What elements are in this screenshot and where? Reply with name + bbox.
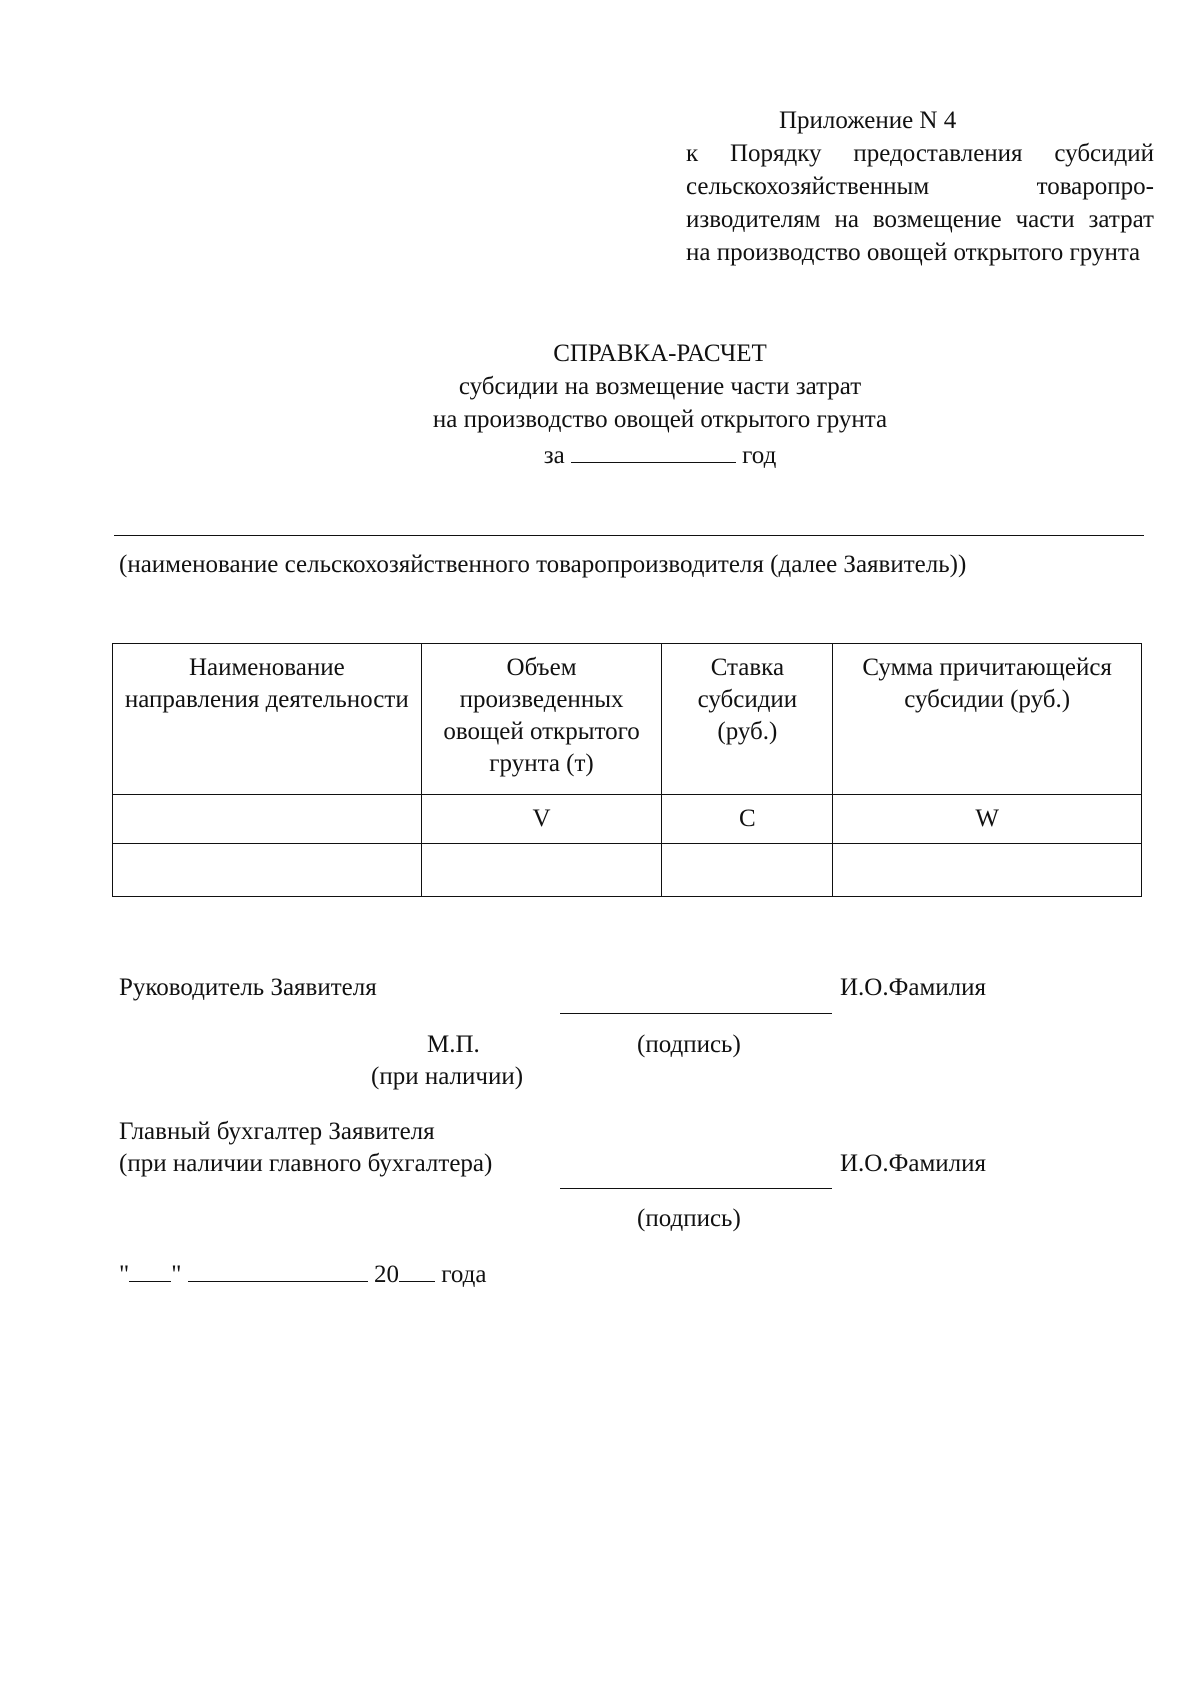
header-rate: Ставка субсидии (руб.) — [662, 644, 833, 795]
applicant-caption: (наименование сельскохозяйственного товаропроизводителя (далее Заявитель)) — [119, 551, 967, 578]
code-cell: W — [833, 795, 1142, 844]
date-month-blank[interactable] — [188, 1255, 368, 1282]
table-row — [113, 844, 1142, 897]
year-prefix: за — [543, 442, 565, 469]
document-subtitle-2: на производство овощей открытого грунта — [432, 406, 888, 433]
table-codes-row — [113, 795, 1142, 844]
header-volume: Объем произведенных овощей открытого грунта (т) — [421, 644, 662, 795]
accountant-note: (при наличии главного бухгалтера) — [119, 1150, 493, 1177]
document-subtitle-1: субсидии на возмещение части затрат — [458, 373, 862, 400]
date-day-blank[interactable] — [129, 1255, 171, 1282]
head-name: И.О.Фамилия — [840, 974, 987, 1001]
stamp-label: М.П. — [427, 1031, 480, 1058]
date-century: 20 — [373, 1261, 399, 1288]
appendix-block — [686, 104, 1154, 269]
table-header-row — [113, 644, 1142, 795]
head-signature-line[interactable] — [560, 1013, 832, 1014]
date-quote-close: " — [171, 1261, 182, 1288]
head-label: Руководитель Заявителя — [119, 974, 377, 1001]
appendix-title: Приложение N 4 — [779, 107, 957, 134]
code-cell: C — [662, 795, 833, 844]
appendix-body: к Порядку предоставления субсидий сельскохозяйственным товаропроизводителям на возмещение части затрат на производство овощей открытого грунта — [686, 140, 1154, 266]
header-activity: Наименование направления деятельности — [113, 644, 422, 795]
document-title-block — [0, 337, 1200, 472]
table-cell[interactable] — [833, 844, 1142, 897]
date-quote-open: " — [119, 1261, 130, 1288]
accountant-signature-line[interactable] — [560, 1188, 832, 1189]
table-cell[interactable] — [662, 844, 833, 897]
document-title: СПРАВКА-РАСЧЕТ — [553, 340, 767, 367]
calculation-table — [112, 643, 1142, 897]
code-cell: V — [421, 795, 662, 844]
year-suffix: год — [742, 442, 777, 469]
stamp-note: (при наличии) — [371, 1063, 524, 1090]
date-line — [119, 1255, 486, 1291]
signature-caption-1: (подпись) — [637, 1031, 741, 1058]
year-blank[interactable] — [571, 436, 736, 463]
accountant-name: И.О.Фамилия — [840, 1150, 987, 1177]
year-line — [0, 436, 1200, 472]
applicant-name-line[interactable] — [114, 535, 1144, 536]
header-amount: Сумма причитающейся субсидии (руб.) — [833, 644, 1142, 795]
table-cell[interactable] — [113, 844, 422, 897]
date-year-blank[interactable] — [399, 1255, 435, 1282]
date-suffix: года — [441, 1261, 487, 1288]
code-cell — [113, 795, 422, 844]
signature-caption-2: (подпись) — [637, 1205, 741, 1232]
table-cell[interactable] — [421, 844, 662, 897]
accountant-label: Главный бухгалтер Заявителя — [119, 1118, 435, 1145]
